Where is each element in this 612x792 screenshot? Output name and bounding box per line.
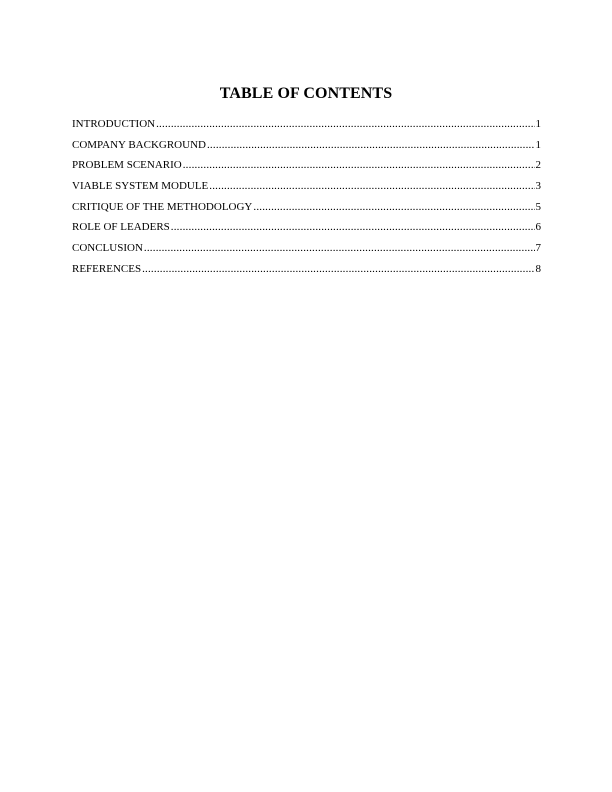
toc-dot-leader — [209, 179, 534, 193]
toc-entry-label: CRITIQUE OF THE METHODOLOGY — [72, 200, 253, 213]
toc-dot-leader — [253, 200, 534, 214]
toc-title: TABLE OF CONTENTS — [219, 85, 393, 102]
toc-entry-problem-scenario[interactable] — [72, 158, 541, 179]
toc-dot-leader — [183, 158, 535, 172]
toc-entry-role-of-leaders[interactable] — [72, 220, 541, 241]
toc-dot-leader — [207, 138, 535, 152]
toc-entry-label: REFERENCES — [72, 262, 142, 275]
toc-page-number: 3 — [535, 180, 541, 193]
toc-entry-introduction[interactable] — [72, 117, 541, 138]
toc-page-number: 8 — [535, 262, 541, 275]
toc-entry-company-background[interactable] — [72, 138, 541, 159]
toc-entry-critique-of-the-methodology[interactable] — [72, 200, 541, 221]
toc-dot-leader — [156, 117, 534, 131]
toc-entry-label: PROBLEM SCENARIO — [72, 159, 182, 172]
toc-page-number: 2 — [535, 159, 541, 172]
toc-entry-viable-system-module[interactable] — [72, 179, 541, 200]
toc-entry-conclusion[interactable] — [72, 241, 541, 262]
toc-page-number: 1 — [535, 118, 541, 130]
toc-entry-label: INTRODUCTION — [72, 118, 156, 130]
toc-entry-references[interactable] — [72, 262, 541, 283]
toc-entry-label: CONCLUSION — [72, 242, 143, 255]
toc-entry-label: VIABLE SYSTEM MODULE — [72, 180, 209, 193]
toc-dot-leader — [142, 262, 534, 276]
toc-list — [72, 117, 541, 283]
toc-page-number: 1 — [535, 138, 541, 151]
toc-page-number: 6 — [535, 221, 541, 234]
toc-dot-leader — [144, 241, 535, 255]
toc-page-number: 7 — [535, 242, 541, 255]
toc-dot-leader — [171, 220, 535, 234]
toc-entry-label: ROLE OF LEADERS — [72, 221, 170, 234]
toc-entry-label: COMPANY BACKGROUND — [72, 138, 206, 151]
toc-page-number: 5 — [535, 200, 541, 213]
